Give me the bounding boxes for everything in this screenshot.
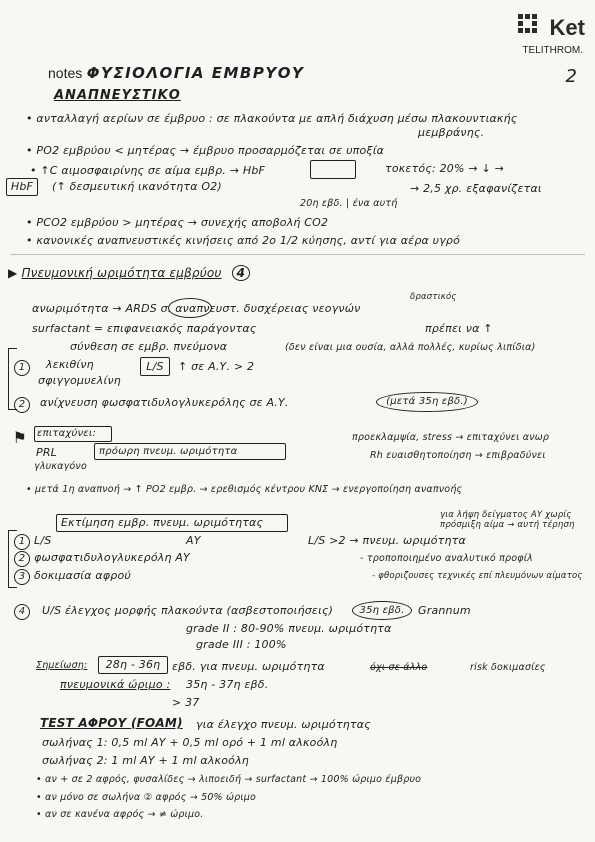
assessment-3-number: 3 bbox=[14, 569, 30, 585]
ls-test: L/S bbox=[34, 534, 52, 547]
premature-maturity-box: πρόωρη πνευμ. ωριμότητα bbox=[94, 443, 286, 460]
foam-test-subtitle: για έλεγχο πνευμ. ωριμότητας bbox=[196, 718, 371, 731]
grade-2-line: grade II : 80-90% πνευμ. ωριμότητα bbox=[186, 622, 392, 635]
hbf-line: • ↑C αιμοσφαιρίνης σε αίμα εμβρ. → HbF bbox=[30, 164, 266, 177]
fluorescence-line: - φθοριζουσες τεχνικές επί πλευμόνων αίματος bbox=[372, 571, 583, 581]
section2-heading bbox=[8, 266, 250, 280]
result-2-line: • αν μόνο σε σωλήνα ② αφρός → 50% ώριμο bbox=[36, 792, 257, 803]
page-number: 2 bbox=[565, 66, 577, 87]
prl-label: PRL bbox=[36, 446, 58, 459]
ards-line: ανωριμότητα → ARDS σ. αναπνευστ. δυσχέρειας νεογνών bbox=[32, 302, 361, 315]
criteria-2-number: 2 bbox=[14, 397, 30, 413]
labor-line: τοκετός: 20% → ↓ → bbox=[385, 162, 504, 175]
section2-title: Πνευμονική ωριμότητα εμβρύου bbox=[21, 266, 222, 280]
ards-note: δραστικός bbox=[410, 292, 457, 302]
week-line: 20η εβδ. | ένα αυτή bbox=[300, 198, 398, 209]
foam-test: δοκιμασία αφρού bbox=[34, 569, 131, 582]
foam-test-title: TEST ΑΦΡΟΥ (FOAM) bbox=[40, 716, 183, 730]
criteria-1-number: 1 bbox=[14, 360, 30, 376]
ultrasound-line: U/S έλεγχος μορφής πλακούντα (ασβεστοποιήσεις) bbox=[42, 604, 334, 617]
note-label: Σημείωση: bbox=[36, 660, 88, 671]
page-title: ΦΥΣΙΟΛΟΓΙΑ ΕΜΒΡΥΟΥ bbox=[86, 64, 305, 82]
tube-2-line: σωλήνας 2: 1 ml ΑΥ + 1 ml αλκοόλη bbox=[42, 754, 249, 767]
po2-line: • PO2 εμβρύου < μητέρας → έμβρυο προσαρμόζεται σε υποξία bbox=[26, 144, 385, 157]
ls-test-sample: ΑΥ bbox=[186, 534, 201, 547]
pg-week-oval: (μετά 35η εβδ.) bbox=[376, 392, 478, 412]
tube-1-line: σωλήνας 1: 0,5 ml ΑΥ + 0,5 ml ορό + 1 ml αλκοόλη bbox=[42, 736, 338, 749]
title-row bbox=[48, 64, 304, 82]
struck-note: όχι σε άλλο bbox=[370, 662, 428, 673]
ls-test-result: L/S >2 → πνευμ. ωριμότητα bbox=[308, 534, 466, 547]
glucagon-label: γλυκαγόνο bbox=[34, 461, 87, 472]
flag-icon: ⚑ bbox=[14, 428, 27, 447]
brand-name: Ket bbox=[549, 15, 585, 40]
brand-logo bbox=[518, 14, 585, 42]
surfactant-right: πρέπει να ↑ bbox=[425, 322, 493, 335]
ls-ratio-box: L/S bbox=[140, 357, 170, 376]
result-1-line: • αν + σε 2 αφρός, φυσαλίδες → λιποειδή → surfactant → 100% ώριμο έμβρυο bbox=[36, 774, 422, 785]
analytic-profile-line: - τροποποιημένο αναλυτικό προφίλ bbox=[360, 553, 534, 564]
synthesis-line: σύνθεση σε εμβρ. πνεύμονα bbox=[70, 340, 228, 353]
preeclampsia-line: προεκλαμψία, stress → επιταχύνει ανωρ bbox=[352, 432, 550, 443]
grannum-label: Grannum bbox=[418, 604, 471, 617]
notes-label: notes bbox=[48, 65, 83, 81]
mature-label: πνευμονικά ώριμο : bbox=[60, 678, 171, 691]
lecithin-label: λεκιθίνη bbox=[46, 358, 94, 371]
brand-sub: TELITHROM. bbox=[522, 45, 583, 56]
risk-note: risk δοκιμασίες bbox=[470, 662, 546, 673]
section2-number: 4 bbox=[232, 265, 251, 281]
weeks-range-box: 28η - 36η bbox=[98, 656, 168, 674]
section-divider bbox=[10, 254, 585, 255]
first-breath-line: • μετά 1η αναπνοή → ↑ PO2 εμβρ. → ερεθισμός κέντρου ΚΝΣ → ενεργοποίηση αναπνοής bbox=[26, 484, 463, 495]
breathing-line: • κανονικές αναπνευστικές κινήσεις από 2ο 1/2 κύησης, αντί για αέρα υγρό bbox=[26, 234, 461, 247]
assessment-1-number: 1 bbox=[14, 534, 30, 550]
ls-ratio-line: ↑ σε Α.Υ. > 2 bbox=[178, 360, 255, 373]
disappear-line: → 2,5 χρ. εξαφανίζεται bbox=[410, 182, 542, 195]
pg-test: φωσφατιδυλογλυκερόλη ΑΥ bbox=[34, 551, 190, 564]
ards-oval bbox=[168, 298, 212, 318]
pco2-line: • PCO2 εμβρύου > μητέρας → συνεχής αποβολή CO2 bbox=[26, 216, 329, 229]
hbf-highlight-box bbox=[310, 160, 356, 179]
assessment-box: Εκτίμηση εμβρ. πνευμ. ωριμότητας bbox=[56, 514, 288, 532]
weeks-range-line: εβδ. για πνευμ. ωριμότητα bbox=[172, 660, 325, 673]
affinity-line: (↑ δεσμευτική ικανότητα O2) bbox=[52, 180, 222, 193]
synthesis-note: (δεν είναι μια ουσία, αλλά πολλές, κυρίως λιπίδια) bbox=[285, 342, 536, 353]
mature-weeks: 35η - 37η εβδ. bbox=[186, 678, 269, 691]
hbf-tag: HbF bbox=[6, 178, 38, 196]
surfactant-line: surfactant = επιφανειακός παράγοντας bbox=[32, 322, 257, 335]
accelerates-label: επιταχύνει: bbox=[34, 426, 112, 442]
pg-line: ανίχνευση φωσφατιδυλογλυκερόλης σε Α.Υ. bbox=[40, 396, 289, 409]
gas-exchange-line: • ανταλλαγή αερίων σε έμβρυο : σε πλακούντα με απλή διάχυση μέσω πλακουντιακής bbox=[26, 112, 518, 125]
sphingomyelin-label: σφιγγομυελίνη bbox=[38, 374, 121, 387]
result-3-line: • αν σε κανένα αφρός → ≠ ώριμο. bbox=[36, 809, 204, 820]
assessment-2-number: 2 bbox=[14, 551, 30, 567]
gas-exchange-line-cont: μεμβράνης. bbox=[418, 126, 485, 139]
over-37-line: > 37 bbox=[172, 696, 200, 709]
amniocentesis-note: για λήψη δείγματος ΑΥ χωρίς πρόσμιξη αίμα → αυτή τέρηση bbox=[440, 510, 575, 530]
logo-mark-icon bbox=[518, 14, 546, 42]
rh-line: Rh ευαισθητοποίηση → επιβραδύνει bbox=[370, 450, 546, 461]
section-title: ΑΝΑΠΝΕΥΣΤΙΚΟ bbox=[54, 88, 181, 103]
us-number: 4 bbox=[14, 604, 30, 620]
us-week-oval: 35η εβδ. bbox=[352, 601, 412, 620]
triangle-bullet-icon: ▶ bbox=[8, 266, 18, 280]
grade-3-line: grade III : 100% bbox=[196, 638, 287, 651]
